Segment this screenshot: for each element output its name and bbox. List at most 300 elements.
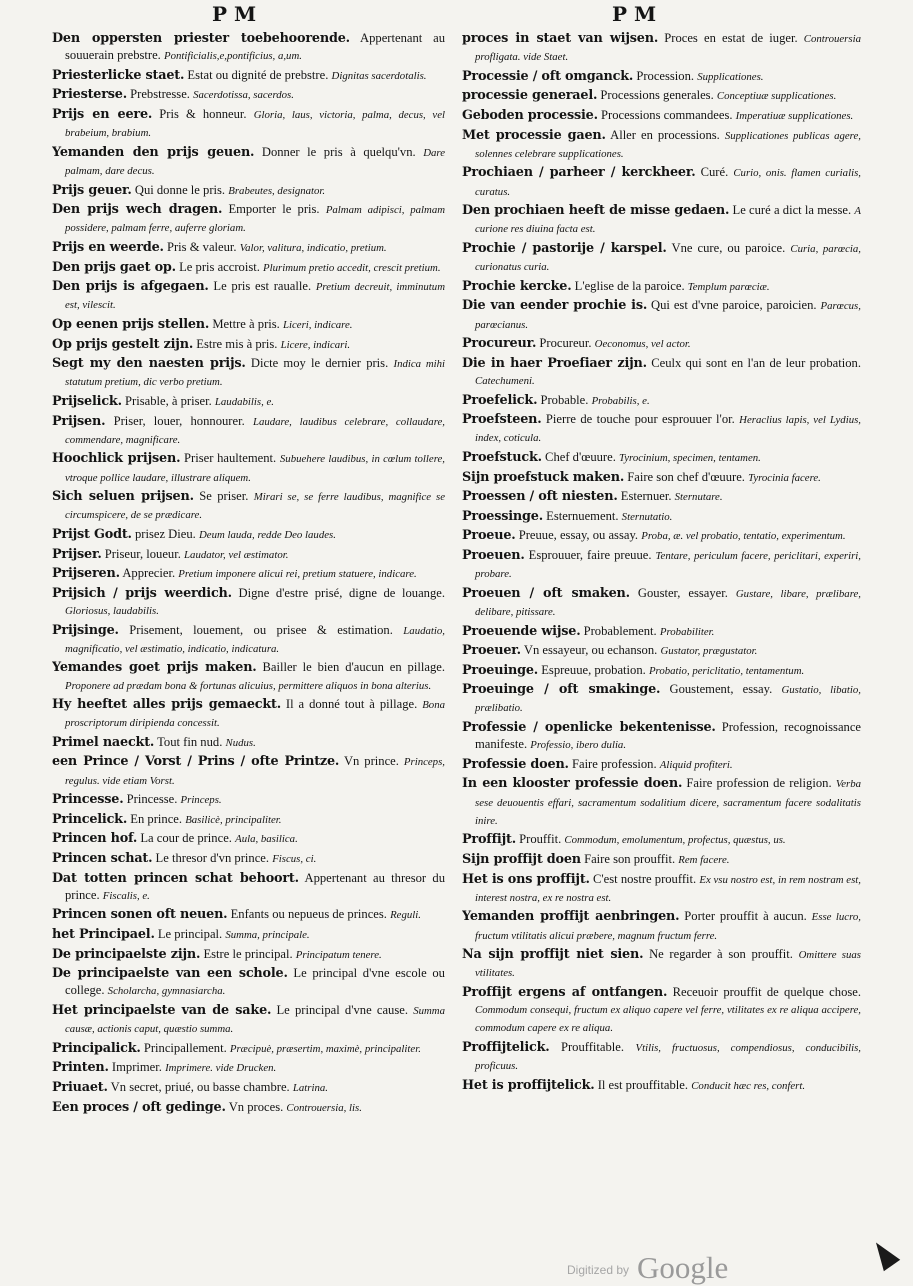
french-gloss: Bailler le bien d'aucun en pillage. <box>262 660 445 675</box>
dictionary-entry <box>462 623 861 641</box>
dictionary-entry <box>52 316 445 334</box>
latin-gloss: Parœcus, parœcianus. <box>475 300 861 331</box>
latin-gloss: Rem facere. <box>678 854 730 867</box>
latin-gloss: Præcipuè, præsertim, maximè, principaliter. <box>229 1042 421 1055</box>
headword: Den prijs gaet op. <box>52 259 176 275</box>
dictionary-entry <box>462 335 861 353</box>
latin-gloss: Sacerdotissa, sacerdos. <box>193 89 294 102</box>
french-gloss: Apprecier. <box>122 566 176 581</box>
dictionary-entry <box>52 278 445 314</box>
latin-gloss: Indica mihi statutum pretium, dic verbo pretium. <box>65 358 445 389</box>
latin-gloss: Omittere suas vtilitates. <box>475 949 861 980</box>
headword: Priuaet. <box>52 1080 108 1096</box>
dictionary-entry <box>52 906 445 924</box>
french-gloss: Principallement. <box>143 1040 227 1055</box>
french-gloss: Receuoir prouffit de quelque chose. <box>672 985 861 1000</box>
latin-gloss: Professio, ibero dulia. <box>530 739 627 752</box>
french-gloss: Le principal d'vne escole ou college. <box>65 966 445 998</box>
dictionary-entry <box>52 546 445 564</box>
dictionary-entry <box>462 681 861 717</box>
dictionary-entry <box>462 411 861 447</box>
french-gloss: Le principal d'vne cause. <box>276 1003 408 1018</box>
latin-gloss: Gustatio, libatio, prælibatio. <box>475 684 861 715</box>
headword: het Principael. <box>52 927 155 943</box>
latin-gloss: Commodum, emolumentum, profectus, quæstus, us. <box>564 834 786 847</box>
dictionary-entry <box>462 30 861 66</box>
french-gloss: Esprouuer, faire preuue. <box>528 547 652 562</box>
dictionary-entry <box>52 393 445 411</box>
latin-gloss: Gloriosus, laudabilis. <box>65 604 159 617</box>
headword: Den oppersten priester toebehoorende. <box>52 31 350 46</box>
dictionary-entry <box>462 642 861 660</box>
french-gloss: Pierre de touche pour esprouuer l'or. <box>545 412 735 427</box>
latin-gloss: Probabiliter. <box>659 625 715 638</box>
headword: De principaelste van een schole. <box>52 966 288 982</box>
headword: Geboden processie. <box>462 107 598 123</box>
dictionary-entry <box>52 659 445 694</box>
latin-gloss: Templum parœciæ. <box>687 280 770 293</box>
headword: Yemanden proffijt aenbringen. <box>462 909 680 925</box>
french-gloss: Prouffitable. <box>560 1040 625 1055</box>
headword: Prochiaen / parheer / kerckheer. <box>462 165 696 181</box>
dictionary-entry <box>52 450 445 486</box>
dictionary-entry <box>52 144 445 180</box>
headword: Proffijt ergens af ontfangen. <box>462 985 668 1001</box>
latin-gloss: Tyrocinia facere. <box>748 471 821 484</box>
latin-gloss: Gustator, prægustator. <box>660 645 758 658</box>
google-logo-text: Google <box>637 1250 729 1285</box>
dictionary-entry <box>462 831 861 849</box>
latin-gloss: Plurimum pretio accedit, crescit pretium. <box>263 261 441 274</box>
latin-gloss: Laudatio, magnificatio, vel æstimatio, indicatio, indicatura. <box>65 624 445 655</box>
page-corner-mark <box>868 1237 900 1271</box>
dictionary-entry <box>462 756 861 774</box>
french-gloss: Ceulx qui sont en l'an de leur probation. <box>651 355 861 370</box>
dictionary-entry <box>52 850 445 868</box>
latin-gloss: Commodum consequi, fructum ex aliquo capere vel ferre, vtilitates ex re aliqua accipere, commodum capere ex re aliqua. <box>475 1004 861 1035</box>
dictionary-entry <box>52 926 445 944</box>
headword: Hy heeftet alles prijs gemaeckt. <box>52 697 281 713</box>
page-header <box>0 2 913 28</box>
headword: Procureur. <box>462 336 537 352</box>
french-gloss: Pris & honneur. <box>159 106 247 121</box>
dictionary-entry <box>52 86 445 104</box>
french-gloss: Le principal. <box>157 927 223 942</box>
dictionary-entry <box>52 965 445 1000</box>
dictionary-entry <box>462 547 861 583</box>
french-gloss: Porter prouffit à aucun. <box>684 909 807 924</box>
dictionary-entry <box>52 488 445 524</box>
dictionary-entry <box>462 851 861 869</box>
french-gloss: Profession, recognoissance manifeste. <box>475 720 861 752</box>
french-gloss: Il est prouffitable. <box>597 1077 689 1092</box>
headword: Het is ons proffijt. <box>462 871 590 887</box>
french-gloss: Faire son prouffit. <box>584 852 676 867</box>
latin-gloss: Princeps, regulus. vide etiam Vorst. <box>65 756 445 787</box>
headword: Prijs en eere. <box>52 106 153 122</box>
dictionary-entry <box>52 585 445 620</box>
french-gloss: Prisable, à priser. <box>125 393 212 408</box>
latin-gloss: Sternutare. <box>674 491 723 504</box>
header-left: P M <box>212 2 257 26</box>
french-gloss: Faire son chef d'œuure. <box>627 469 745 484</box>
french-gloss: Le thresor d'vn prince. <box>155 851 270 866</box>
latin-gloss: Controuersia profligata. vide Staet. <box>475 33 861 64</box>
french-gloss: Vn essayeur, ou echanson. <box>523 643 658 658</box>
french-gloss: Vn prince. <box>343 754 399 769</box>
latin-gloss: Laudare, laudibus celebrare, collaudare, commendare, magnificare. <box>65 415 445 446</box>
headword: Yemanden den prijs geuen. <box>52 144 255 160</box>
headword: Proefstuck. <box>462 449 542 465</box>
dictionary-entry <box>52 201 445 237</box>
french-gloss: Prisement, louement, ou prisee & estimation. <box>129 622 393 637</box>
latin-gloss: Supplicationes publicas agere, solennes celebrare supplicationes. <box>475 129 861 160</box>
dictionary-entry <box>52 67 445 85</box>
digitized-by-text: Digitized by <box>567 1263 630 1277</box>
latin-gloss: Controuersia, lis. <box>286 1101 362 1114</box>
dictionary-entry <box>52 791 445 809</box>
latin-gloss: Vtilis, fructuosus, compendiosus, conducibilis, proficuus. <box>475 1042 861 1073</box>
french-gloss: Priser haultement. <box>184 451 277 466</box>
headword: Priesterse. <box>52 87 127 103</box>
dictionary-entry <box>52 696 445 732</box>
latin-gloss: Fiscus, ci. <box>272 853 317 866</box>
headword: Proeue. <box>462 528 516 544</box>
dictionary-entry <box>52 1040 445 1058</box>
headword: Yemandes goet prijs maken. <box>52 660 257 676</box>
dictionary-entry <box>462 127 861 163</box>
french-gloss: Proces en estat de iuger. <box>664 31 798 45</box>
latin-gloss: Subuehere laudibus, in cœlum tollere, vtroque pollice laudare, illustrare aliquem. <box>65 453 445 484</box>
french-gloss: Priser, louer, honnourer. <box>113 413 245 428</box>
latin-gloss: Imprimere. vide Drucken. <box>165 1062 277 1075</box>
left-column <box>52 30 445 1118</box>
latin-gloss: Imperatiuæ supplicationes. <box>735 109 854 122</box>
french-gloss: Vn proces. <box>228 1099 284 1114</box>
headword: Proeuinge / oft smakinge. <box>462 682 661 698</box>
french-gloss: Qui est d'vne paroice, paroicien. <box>651 298 817 313</box>
french-gloss: C'est nostre prouffit. <box>592 871 697 886</box>
french-gloss: Prouffit. <box>519 832 562 847</box>
latin-gloss: Probabilis, e. <box>591 394 650 407</box>
headword: Proeuen / oft smaken. <box>462 585 630 601</box>
latin-gloss: Summa, principale. <box>225 929 310 942</box>
latin-gloss: Ex vsu nostro est, in rem nostram est, interest nostra, ex re nostra est. <box>475 873 861 904</box>
latin-gloss: Valor, valitura, indicatio, pretium. <box>239 241 387 254</box>
headword: Het principaelste van de sake. <box>52 1003 272 1019</box>
dictionary-entry <box>52 239 445 257</box>
headword: een Prince / Vorst / Prins / ofte Printze. <box>52 754 340 770</box>
headword: Segt my den naesten prijs. <box>52 356 246 372</box>
dictionary-entry <box>52 30 445 65</box>
dictionary-entry <box>52 1059 445 1077</box>
french-gloss: Esternuement. <box>546 508 619 523</box>
french-gloss: La cour de prince. <box>140 831 232 846</box>
dictionary-entry <box>52 734 445 752</box>
french-gloss: Se priser. <box>199 489 249 504</box>
french-gloss: L'eglise de la paroice. <box>574 278 685 293</box>
latin-gloss: Princeps. <box>180 794 222 807</box>
dictionary-entry <box>462 775 861 830</box>
french-gloss: Faire profession de religion. <box>686 776 832 791</box>
latin-gloss: Conceptiuæ supplicationes. <box>716 90 837 103</box>
latin-gloss: Basilicè, principaliter. <box>185 813 282 826</box>
headword: Proessinge. <box>462 508 543 524</box>
dictionary-entry <box>462 871 861 907</box>
latin-gloss: Catechumeni. <box>475 374 535 387</box>
latin-gloss: Laudabilis, e. <box>214 395 274 408</box>
dictionary-entry <box>462 488 861 506</box>
headword: Prijs en weerde. <box>52 239 164 255</box>
french-gloss: Dicte moy le dernier pris. <box>250 356 389 371</box>
french-gloss: Mettre à pris. <box>212 316 280 331</box>
headword: proces in staet van wijsen. <box>462 31 659 46</box>
french-gloss: Imprimer. <box>111 1060 162 1075</box>
headword: In een klooster professie doen. <box>462 776 683 792</box>
french-gloss: Appertenant au souuerain prebstre. <box>65 31 445 63</box>
headword: Prijselick. <box>52 393 122 409</box>
headword: Proeuer. <box>462 643 521 659</box>
headword: Prochie / pastorije / karspel. <box>462 240 667 256</box>
french-gloss: Prebstresse. <box>130 87 190 102</box>
headword: Processie / oft omganck. <box>462 68 634 84</box>
latin-gloss: Dignitas sacerdotalis. <box>331 69 427 82</box>
headword: Princen hof. <box>52 831 138 847</box>
headword: Printen. <box>52 1060 109 1076</box>
latin-gloss: Mirari se, se ferre laudibus, magnifice se circumspicere, de se prædicare. <box>65 491 445 522</box>
french-gloss: Ne regarder à son prouffit. <box>649 947 793 962</box>
french-gloss: Enfants ou nepueus de princes. <box>230 907 387 922</box>
headword: Den prochiaen heeft de misse gedaen. <box>462 203 730 219</box>
headword: Sich seluen prijsen. <box>52 489 194 505</box>
latin-gloss: Summa causæ, actionis caput, quæstio summa. <box>65 1005 445 1036</box>
latin-gloss: Aula, basilica. <box>235 833 298 846</box>
french-gloss: Goustement, essay. <box>669 682 773 697</box>
french-gloss: Le pris accroist. <box>179 259 260 274</box>
headword: Na sijn proffijt niet sien. <box>462 947 644 963</box>
dictionary-entry <box>52 753 445 789</box>
dictionary-entry <box>52 830 445 848</box>
latin-gloss: A curione res diuina facta est. <box>475 205 861 236</box>
latin-gloss: Dare palmam, dare decus. <box>65 146 445 177</box>
dictionary-entry <box>462 240 861 276</box>
french-gloss: Estat ou dignité de prebstre. <box>187 67 329 82</box>
latin-gloss: Supplicationes. <box>697 70 764 83</box>
dictionary-entry <box>52 182 445 200</box>
dictionary-entry <box>462 1039 861 1075</box>
latin-gloss: Esse lucro, fructum vtilitatis alicui præbere, magnum fructum ferre. <box>475 911 861 942</box>
dictionary-entry <box>52 1002 445 1038</box>
latin-gloss: Heraclius lapis, vel Lydius, index, coticula. <box>475 414 861 445</box>
french-gloss: Curé. <box>700 165 729 180</box>
headword: Prijsich / prijs weerdich. <box>52 585 232 601</box>
latin-gloss: Pretium imponere alicui rei, pretium statuere, indicare. <box>178 568 417 581</box>
french-gloss: Qui donne le pris. <box>134 182 226 197</box>
french-gloss: Chef d'œuure. <box>545 449 616 464</box>
latin-gloss: Aliquid profiteri. <box>659 758 733 771</box>
french-gloss: Processions generales. <box>600 88 714 103</box>
latin-gloss: Nudus. <box>225 736 256 749</box>
latin-gloss: Licere, indicari. <box>280 338 351 351</box>
french-gloss: Estre le principal. <box>203 946 293 961</box>
dictionary-entry <box>52 1099 445 1117</box>
french-gloss: Priseur, loueur. <box>104 546 181 561</box>
latin-gloss: Tentare, periculum facere, periclitari, experiri, probare. <box>475 549 861 581</box>
headword: Het is proffijtelick. <box>462 1077 595 1093</box>
french-gloss: Le curé a dict la messe. <box>732 203 852 218</box>
french-gloss: Appertenant au thresor du prince. <box>65 870 445 902</box>
french-gloss: Faire profession. <box>571 756 657 771</box>
headword: Prijseren. <box>52 566 120 582</box>
dictionary-entry <box>462 355 861 390</box>
latin-gloss: Curia, parœcia, curionatus curia. <box>475 242 861 274</box>
dictionary-entry <box>52 413 445 449</box>
headword: Op prijs gestelt zijn. <box>52 336 194 352</box>
header-right: P M <box>612 2 657 26</box>
dictionary-entry <box>52 946 445 964</box>
dictionary-entry <box>462 508 861 526</box>
headword: Professie doen. <box>462 756 569 772</box>
french-gloss: Estre mis à pris. <box>196 336 278 351</box>
headword: Principalick. <box>52 1040 141 1056</box>
latin-gloss: Laudator, vel æstimator. <box>184 548 289 561</box>
headword: Dat totten princen schat behoort. <box>52 870 299 886</box>
headword: Proefsteen. <box>462 412 542 428</box>
headword: Prijser. <box>52 546 102 562</box>
french-gloss: Procureur. <box>539 336 592 351</box>
latin-gloss: Pontificialis,e,pontificius, a,um. <box>163 50 302 63</box>
headword: Prijsen. <box>52 413 106 429</box>
dictionary-entry <box>462 202 861 238</box>
dictionary-entry <box>462 908 861 944</box>
dictionary-entry <box>462 719 861 754</box>
dictionary-entry <box>52 106 445 142</box>
headword: Princelick. <box>52 811 128 827</box>
headword: Een proces / oft gedinge. <box>52 1099 226 1115</box>
dictionary-entry <box>52 355 445 391</box>
headword: Sijn proffijt doen <box>462 852 581 868</box>
headword: Professie / openlicke bekentenisse. <box>462 720 716 736</box>
dictionary-entry <box>52 565 445 583</box>
dictionary-entry <box>462 1077 861 1095</box>
headword: Princen schat. <box>52 851 153 867</box>
dictionary-entry <box>462 68 861 86</box>
french-gloss: Procession. <box>636 68 695 83</box>
latin-gloss: Curio, onis. flamen curialis, curatus. <box>475 167 861 198</box>
french-gloss: Esternuer. <box>620 489 672 504</box>
french-gloss: En prince. <box>130 811 183 826</box>
headword: Proeuende wijse. <box>462 623 581 639</box>
latin-gloss: Principatum tenere. <box>295 948 382 961</box>
french-gloss: Vne cure, ou paroice. <box>671 240 786 255</box>
headword: Prijs geuer. <box>52 182 132 198</box>
digitized-watermark <box>567 1250 728 1284</box>
latin-gloss: Proponere ad prædam bona & fortunas alicuius, permittere aliquos in bona alterius. <box>65 679 432 692</box>
right-column <box>462 30 861 1096</box>
latin-gloss: Gustare, libare, prælibare, delibare, pitissare. <box>475 587 861 618</box>
headword: Sijn proefstuck maken. <box>462 469 625 485</box>
headword: Proefelick. <box>462 392 538 408</box>
headword: Proeuinge. <box>462 662 539 678</box>
latin-gloss: Bona proscriptorum diripienda concessit. <box>65 699 445 730</box>
french-gloss: Le pris est raualle. <box>213 279 312 294</box>
french-gloss: Pris & valeur. <box>166 239 237 254</box>
latin-gloss: Palmam adipisci, palmam possidere, palmam ferre, auferre gloriam. <box>65 204 445 235</box>
french-gloss: Il a donné tout à pillage. <box>285 697 418 712</box>
headword: Proffijtelick. <box>462 1040 550 1056</box>
headword: Proeuen. <box>462 547 525 563</box>
headword: Den prijs is afgegaen. <box>52 279 209 295</box>
headword: Princesse. <box>52 792 124 808</box>
latin-gloss: Pretium decreuit, imminutum est, vilescit. <box>65 281 445 312</box>
dictionary-entry <box>462 87 861 105</box>
french-gloss: Espreuue, probation. <box>541 662 646 677</box>
french-gloss: Processions commandees. <box>601 107 733 122</box>
headword: Prijsinge. <box>52 622 119 638</box>
dictionary-entry <box>52 259 445 277</box>
french-gloss: Princesse. <box>126 792 178 807</box>
latin-gloss: Deum lauda, redde Deo laudes. <box>198 528 336 541</box>
headword: Met processie gaen. <box>462 127 606 143</box>
latin-gloss: Latrina. <box>292 1082 328 1095</box>
french-gloss: Vn secret, priué, ou basse chambre. <box>110 1080 290 1095</box>
headword: Priesterlicke staet. <box>52 67 185 83</box>
headword: Proessen / oft niesten. <box>462 489 618 505</box>
latin-gloss: Gloria, laus, victoria, palma, decus, vel brabeium, brabium. <box>65 108 445 140</box>
latin-gloss: Conducit hæc res, confert. <box>691 1079 806 1092</box>
headword: Op eenen prijs stellen. <box>52 316 210 332</box>
french-gloss: Emporter le pris. <box>228 202 320 217</box>
dictionary-entry <box>462 449 861 467</box>
headword: processie generael. <box>462 88 598 104</box>
latin-gloss: Oeconomus, vel actor. <box>594 338 691 351</box>
headword: Prochie kercke. <box>462 278 572 294</box>
dictionary-entry <box>462 164 861 200</box>
latin-gloss: Brabeutes, designator. <box>228 184 326 197</box>
dictionary-entry <box>52 526 445 544</box>
latin-gloss: Probatio, periclitatio, tentamentum. <box>648 664 805 677</box>
headword: Die in haer Proefiaer zijn. <box>462 355 647 371</box>
dictionary-entry <box>462 527 861 545</box>
dictionary-entry <box>462 392 861 410</box>
dictionary-entry <box>462 107 861 125</box>
latin-gloss: Liceri, indicare. <box>282 318 353 331</box>
french-gloss: Tout fin nud. <box>157 734 223 749</box>
latin-gloss: Proba, æ. vel probatio, tentatio, experimentum. <box>641 530 846 543</box>
latin-gloss: Verba sese deuouentis effari, sacramentum sodalitium dicere, sacramentum facere sodalitatis inire. <box>475 778 861 827</box>
dictionary-entry <box>52 1079 445 1097</box>
dictionary-entry <box>462 662 861 680</box>
french-gloss: Aller en processions. <box>610 127 720 142</box>
dictionary-entry <box>462 297 861 333</box>
french-gloss: Digne d'estre prisé, digne de louange. <box>238 585 445 600</box>
headword: Princen sonen oft neuen. <box>52 907 228 923</box>
dictionary-entry <box>462 585 861 621</box>
headword: Den prijs wech dragen. <box>52 202 223 218</box>
headword: Proffijt. <box>462 832 516 848</box>
headword: Die van eender prochie is. <box>462 298 648 314</box>
french-gloss: Probablement. <box>583 623 657 638</box>
latin-gloss: Reguli. <box>390 909 421 922</box>
dictionary-entry <box>462 278 861 296</box>
dictionary-entry <box>52 870 445 905</box>
dictionary-entry <box>52 811 445 829</box>
french-gloss: Preuue, essay, ou assay. <box>518 528 639 543</box>
french-gloss: prisez Dieu. <box>134 526 196 541</box>
latin-gloss: Sternutatio. <box>621 510 673 523</box>
headword: Prijst Godt. <box>52 526 132 542</box>
dictionary-entry <box>462 984 861 1038</box>
